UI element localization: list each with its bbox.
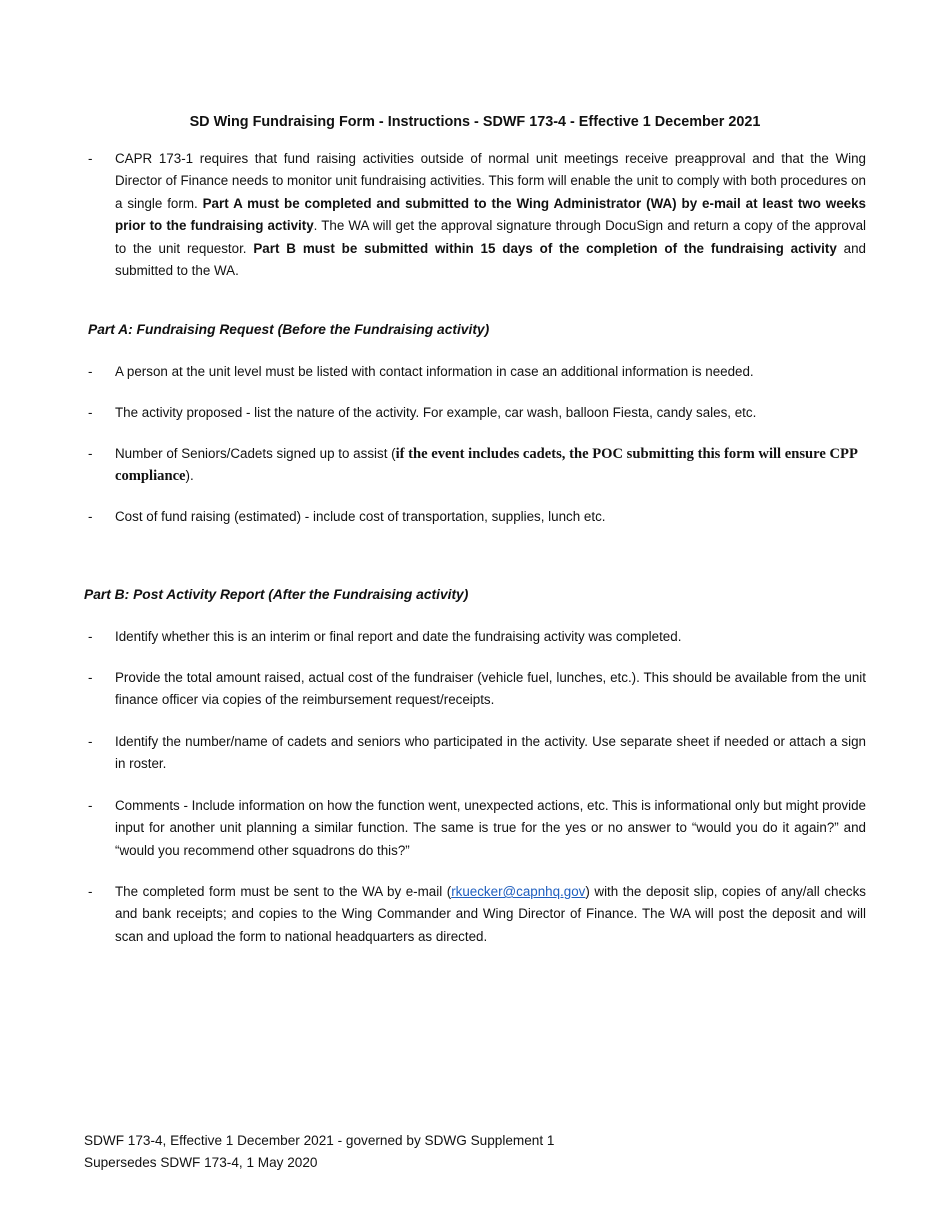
bullet-dash: - — [88, 405, 93, 420]
bullet-dash: - — [88, 884, 93, 899]
item-text — [115, 443, 866, 488]
part-b-heading: Part B: Post Activity Report (After the Fundraising activity) — [84, 587, 469, 602]
email-link[interactable]: rkuecker@capnhq.gov — [451, 884, 586, 899]
bullet-dash: - — [88, 364, 93, 379]
item-text — [115, 361, 866, 383]
text-segment: . The WA will get the approval signature through DocuSign and return a copy of the approval to the unit requestor. — [115, 218, 866, 256]
text-segment: Provide the total amount raised, actual cost of the fundraiser (vehicle fuel, lunches, etc.). This should be available from the unit finance officer via copies of the reimbursement request/receipts. — [115, 670, 866, 708]
part-a-item — [88, 361, 866, 383]
text-segment: Identify whether this is an interim or final report and date the fundraising activity was completed. — [115, 629, 682, 644]
text-segment: ) with the deposit slip, copies of any/all checks and bank receipts; and copies to the Wing Commander and Wing Director of Finance. The WA will post the deposit and will scan and upload the form to national headquarters as directed. — [115, 884, 866, 944]
item-text — [115, 667, 866, 712]
emphasis-text: if the event includes cadets, the POC submitting this form will ensure CPP compliance — [115, 446, 858, 485]
part-b-item — [88, 795, 866, 862]
item-text — [115, 881, 866, 948]
part-a-item — [88, 443, 866, 488]
bullet-dash: - — [88, 509, 93, 524]
bullet-dash: - — [88, 446, 93, 461]
item-text — [115, 731, 866, 776]
footer-line-2: Supersedes SDWF 173-4, 1 May 2020 — [84, 1155, 318, 1170]
bullet-dash: - — [88, 734, 93, 749]
bullet-dash: - — [88, 151, 93, 166]
part-a-heading: Part A: Fundraising Request (Before the Fundraising activity) — [88, 322, 490, 337]
text-segment: CAPR 173-1 requires that fund raising activities outside of normal unit meetings receive preapproval and that the Wing Director of Finance needs to monitor unit fundraising activities. This form will enable the unit to comply with both procedures on a single form. — [115, 151, 866, 211]
part-a-item — [88, 402, 866, 424]
part-a-item — [88, 506, 866, 528]
text-segment: A person at the unit level must be listed with contact information in case an additional information is needed. — [115, 364, 754, 379]
text-segment: and submitted to the WA. — [115, 240, 866, 279]
bullet-dash: - — [88, 670, 93, 685]
emphasis-text: Part A must be completed and submitted to the Wing Administrator (WA) by e-mail at least two weeks prior to the fundraising activity — [115, 195, 866, 234]
item-text — [115, 626, 866, 648]
bullet-dash: - — [88, 629, 93, 644]
text-segment: Comments - Include information on how the function went, unexpected actions, etc. This is informational only but might provide input for another unit planning a similar function. The same is true for the yes or no answer to “would you do it again?” and “would you recommend other squadrons do this?” — [115, 798, 866, 858]
intro-text — [115, 148, 866, 282]
text-segment: Identify the number/name of cadets and seniors who participated in the activity. Use separate sheet if needed or attach a sign in roster. — [115, 734, 866, 772]
item-text — [115, 795, 866, 862]
text-segment: Number of Seniors/Cadets signed up to assist ( — [115, 446, 396, 461]
part-b-item — [88, 626, 866, 648]
footer-line-1: SDWF 173-4, Effective 1 December 2021 - governed by SDWG Supplement 1 — [84, 1133, 555, 1148]
text-segment: The completed form must be sent to the WA by e-mail ( — [115, 884, 452, 899]
part-b-item — [88, 731, 866, 776]
document-title: SD Wing Fundraising Form - Instructions - SDWF 173-4 - Effective 1 December 2021 — [189, 114, 761, 130]
part-b-item — [88, 881, 866, 948]
item-text — [115, 402, 866, 424]
item-text — [115, 506, 866, 528]
intro-paragraph — [88, 148, 866, 282]
bullet-dash: - — [88, 798, 93, 813]
text-segment: Cost of fund raising (estimated) - include cost of transportation, supplies, lunch etc. — [115, 509, 606, 524]
text-segment: ). — [185, 468, 194, 484]
text-segment: The activity proposed - list the nature of the activity. For example, car wash, balloon Fiesta, candy sales, etc. — [115, 405, 757, 420]
part-b-item — [88, 667, 866, 712]
emphasis-text: Part B must be submitted within 15 days of the completion of the fundraising activity — [253, 240, 837, 256]
